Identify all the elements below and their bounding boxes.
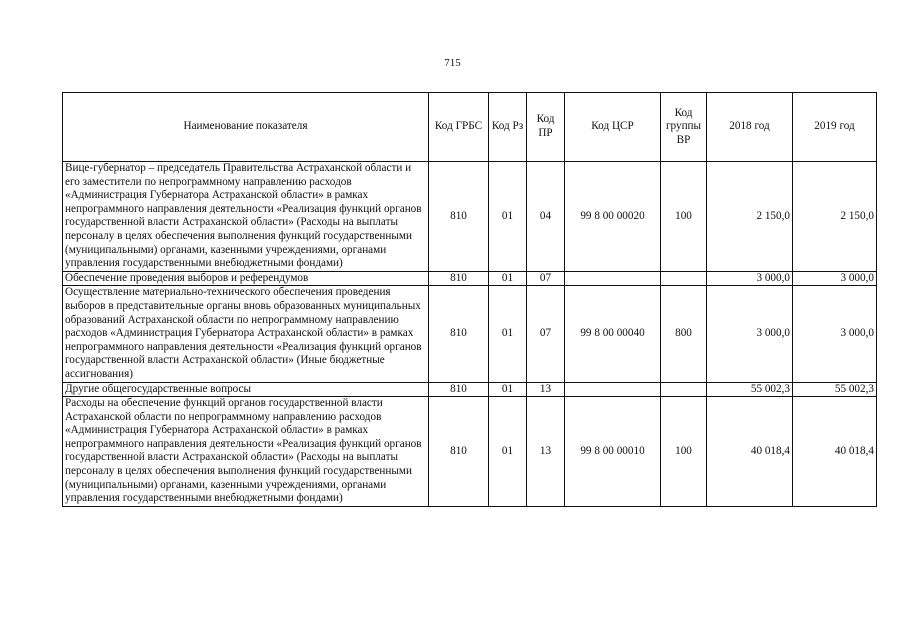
cell-rz: 01 <box>489 162 527 272</box>
cell-2019: 40 018,4 <box>793 397 877 507</box>
cell-csr: 99 8 00 00020 <box>565 162 661 272</box>
cell-grbs: 810 <box>429 286 489 382</box>
table-row <box>63 271 877 286</box>
table-row <box>63 286 877 382</box>
cell-name: Расходы на обеспечение функций органов государственной власти Астраханской области по непрограммному направлению расходов «Администрация Губернатора Астраханской области» в рамках непрограммного направления деятельности «Реализация функций органов государственной власти Астраханской области» (Расходы на выплаты персоналу в целях обеспечения выполнения функций государственными (муниципальными) органами, казенными учреждениями, органами управления государственными внебюджетными фондами) <box>63 397 429 507</box>
cell-pr: 07 <box>527 271 565 286</box>
cell-2019: 55 002,3 <box>793 382 877 397</box>
cell-2018: 40 018,4 <box>707 397 793 507</box>
header-name: Наименование показателя <box>63 93 429 162</box>
table-row <box>63 397 877 507</box>
cell-rz: 01 <box>489 382 527 397</box>
cell-grbs: 810 <box>429 271 489 286</box>
cell-2019: 2 150,0 <box>793 162 877 272</box>
cell-2018: 55 002,3 <box>707 382 793 397</box>
header-pr: Код ПР <box>527 93 565 162</box>
cell-csr <box>565 271 661 286</box>
cell-2018: 3 000,0 <box>707 271 793 286</box>
cell-rz: 01 <box>489 397 527 507</box>
cell-rz: 01 <box>489 286 527 382</box>
cell-pr: 04 <box>527 162 565 272</box>
header-vr: Код группы ВР <box>661 93 707 162</box>
cell-pr: 13 <box>527 397 565 507</box>
table-row <box>63 382 877 397</box>
budget-table <box>62 92 877 507</box>
cell-rz: 01 <box>489 271 527 286</box>
cell-name: Осуществление материально-технического обеспечения проведения выборов в представительные органы вновь образованных муниципальных образований Астраханской области по непрограммному направлению расходов «Администрация Губернатора Астраханской области» в рамках непрограммного направления деятельности «Реализация функций органов государственной власти Астраханской области» (Иные бюджетные ассигнования) <box>63 286 429 382</box>
cell-2018: 3 000,0 <box>707 286 793 382</box>
cell-csr: 99 8 00 00010 <box>565 397 661 507</box>
cell-name: Другие общегосударственные вопросы <box>63 382 429 397</box>
table-header-row <box>63 93 877 162</box>
page-number: 715 <box>444 57 461 69</box>
cell-grbs: 810 <box>429 397 489 507</box>
header-csr: Код ЦСР <box>565 93 661 162</box>
cell-csr <box>565 382 661 397</box>
cell-vr <box>661 382 707 397</box>
cell-name: Обеспечение проведения выборов и референдумов <box>63 271 429 286</box>
cell-grbs: 810 <box>429 162 489 272</box>
header-2018: 2018 год <box>707 93 793 162</box>
cell-vr: 100 <box>661 162 707 272</box>
cell-vr: 100 <box>661 397 707 507</box>
cell-pr: 07 <box>527 286 565 382</box>
table-row <box>63 162 877 272</box>
cell-2019: 3 000,0 <box>793 286 877 382</box>
cell-name: Вице-губернатор – председатель Правительства Астраханской области и его заместители по непрограммному направлению расходов «Администрация Губернатора Астраханской области» в рамках непрограммного направления деятельности «Реализация функций органов государственной власти Астраханской области» (Расходы на выплаты персоналу в целях обеспечения выполнения функций государственными (муниципальными) органами, казенными учреждениями, органами управления государственными внебюджетными фондами) <box>63 162 429 272</box>
cell-pr: 13 <box>527 382 565 397</box>
header-rz: Код Рз <box>489 93 527 162</box>
cell-2019: 3 000,0 <box>793 271 877 286</box>
cell-2018: 2 150,0 <box>707 162 793 272</box>
cell-grbs: 810 <box>429 382 489 397</box>
cell-csr: 99 8 00 00040 <box>565 286 661 382</box>
header-grbs: Код ГРБС <box>429 93 489 162</box>
cell-vr <box>661 271 707 286</box>
header-2019: 2019 год <box>793 93 877 162</box>
cell-vr: 800 <box>661 286 707 382</box>
